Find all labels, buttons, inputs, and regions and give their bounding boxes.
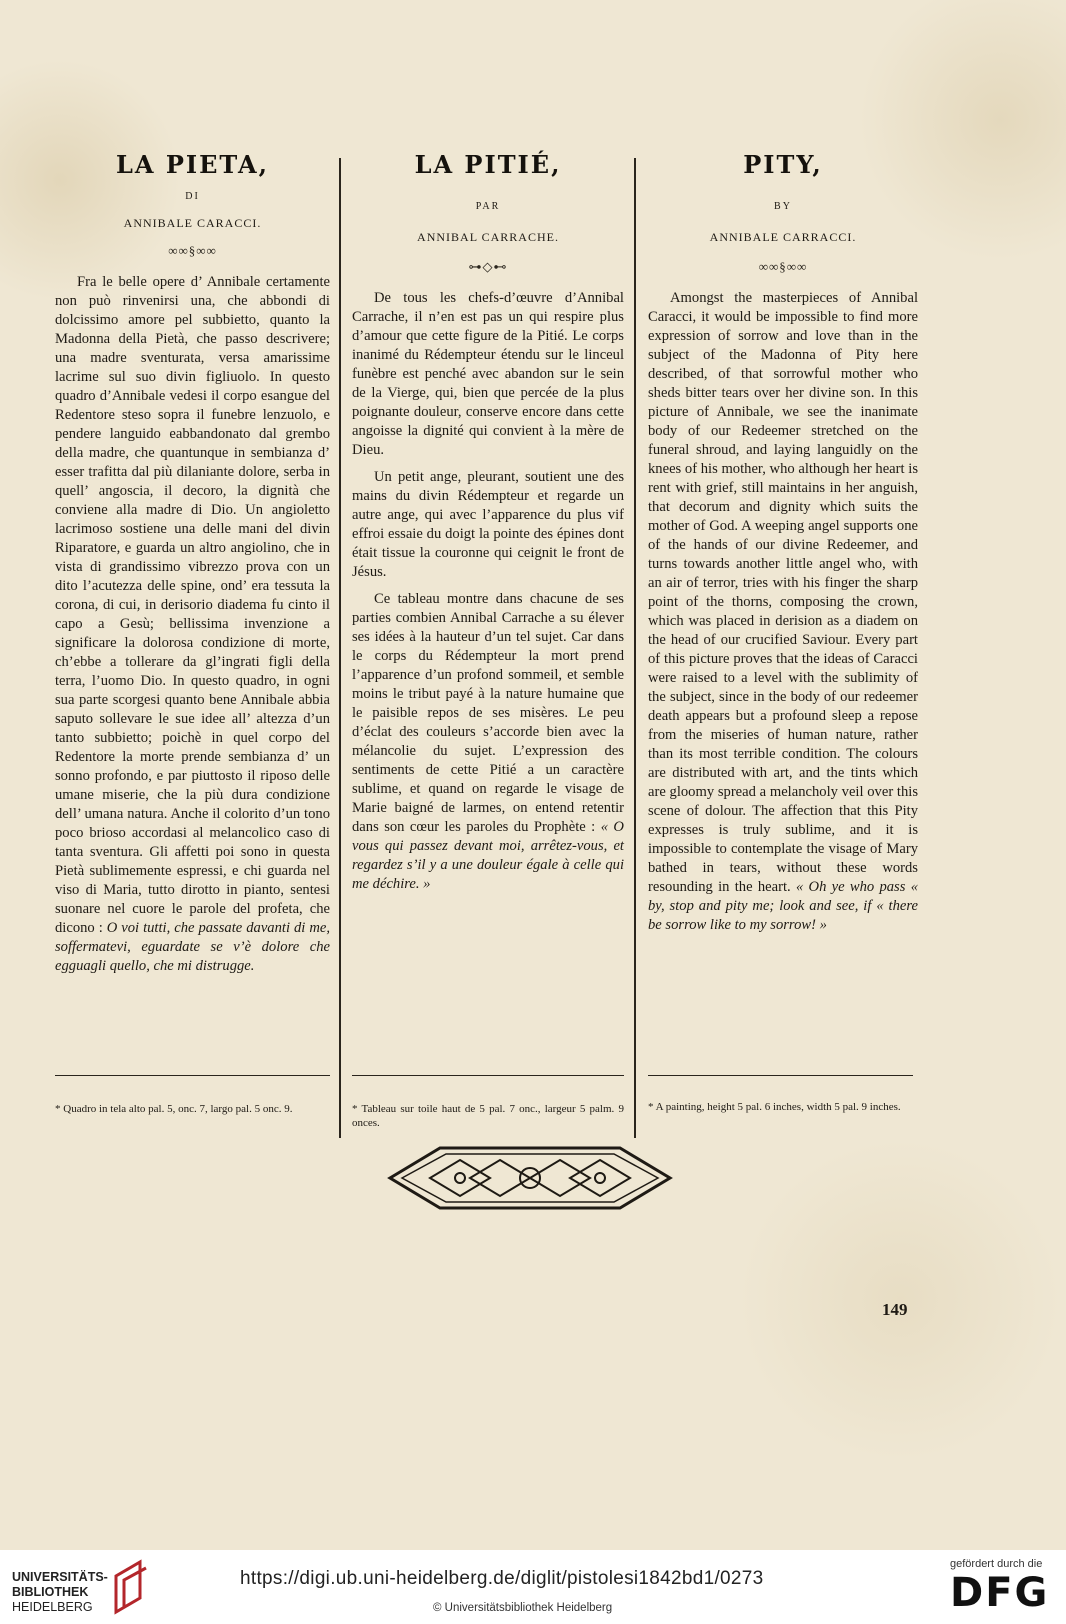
- column-preposition: BY: [774, 201, 792, 212]
- paragraph: De tous les chefs-d’œuvre d’Annibal Carrache, il n’en est pas un qui respire plus d’amour que cette figure de la Pitié. Le corps inanimé du Rédempteur étendu sur le linceul funèbre est penché avec abandon sur le sein de la Vierge, qui, bien que percée de la plus poignante douleur, conserve encore dans cette angoisse la dignité qui convient à la mère de Dieu.: [352, 290, 624, 458]
- prophet-quote: « O vous qui passez devant moi, arrêtez-vous, et regardez s’il y a une douleur égale à celle qui me déchire. »: [352, 819, 624, 892]
- paragraph: Fra le belle opere d’ Annibale certamente non può rinvenirsi una, che abbondi di dolcissimo amore pel subbietto, quanto la Madonna della Pietà, che passo descrivere; una madre sventurata, versa amarissime lacrime sul suo divin figliuolo. In questo quadro d’Annibale vedesi il corpo esangue del Redentore steso sopra il funebre lenzuolo, e pendere languido eabbandonato dal grembo della madre, che quantunque in sembianza d’ esser trafitta dal più dilaniante dolore, serba in quell’ angoscia, il decoro, la dignità che conviene alla madre di Dio. Un angioletto lacrimoso sostiene una delle mani del divin Riparatore, e guarda un altro angiolino, che in vista di grandissimo vibrezzo prova con un dito l’acutezza delle spine, ond’ era tessuta la corona, di cui, in derisorio diadema fu cinto il capo a Gesù; bellissima invenzione a significare la dolorosa condizione di morte, ch’ebbe a tollerare da gl’ingrati figli della terra, l’uomo Dio. In questo quadro, in ogni sua parte scorgesi quanto bene Annibale abbia saputo sollevare le sue idee all’ altezza d’un tanto subbietto; poichè in quel corpo del Redentore la morte prende sembianza d’ un sonno profondo, e par piuttosto il riposo delle umane miserie, che la più dura condizione dell’ umana natura. Anche il colorito d’un tono poco brioso accordasi al melancolico caso di tanta sventura. Gli affetti poi sono in questa Pietà sublimemente espressi, e chi guarda nel viso di Maria, tutto dirotto in pianto, sentesi suonare nel cuore le parole del profeta, che dicono : O voi tutti, che passate davanti di me, soffermatevi, eguardate se v’è dolore che egguagli quello, che mi distrugge.: [55, 274, 330, 974]
- ornament-divider: ∞∞§∞∞: [168, 243, 217, 258]
- column-title: LA PIETA,: [116, 150, 269, 179]
- copyright-notice: © Universitätsbibliothek Heidelberg: [433, 1602, 613, 1614]
- column-body: [352, 289, 624, 894]
- footnote-rule: [352, 1075, 624, 1076]
- column-divider: [634, 158, 636, 1138]
- prophet-quote: O voi tutti, che passate davanti di me, soffermatevi, eguardate se v’è dolore che egguagli quello, che mi distrugge.: [55, 920, 330, 974]
- paragraph: Un petit ange, pleurant, soutient une des mains du divin Rédempteur et regarde un autre ange, qui avec l’apparence du plus vif effroi essaie du doigt la pointe des épines dont était tissue la couronne qui ceignit le front de Jésus.: [352, 469, 624, 580]
- footnote-rule: [55, 1075, 330, 1076]
- column-author: ANNIBALE CARRACCI.: [709, 230, 857, 244]
- footnote: * Quadro in tela alto pal. 5, onc. 7, largo pal. 5 onc. 9.: [55, 1103, 293, 1115]
- column-title: PITY,: [743, 150, 823, 179]
- funder-logo: DFG: [950, 1570, 1050, 1616]
- permalink-url[interactable]: https://digi.ub.uni-heidelberg.de/diglit/pistolesi1842bd1/0273: [240, 1568, 764, 1589]
- institution-name: [12, 1570, 108, 1615]
- footnote: * A painting, height 5 pal. 6 inches, width 5 pal. 9 inches.: [648, 1101, 901, 1113]
- column-title: LA PITIÉ,: [414, 150, 562, 179]
- footer-bar: [0, 1550, 1066, 1624]
- footnote-rule: [648, 1075, 913, 1076]
- column-italian: [55, 150, 330, 984]
- paragraph: Amongst the masterpieces of Annibal Caracci, it would be impossible to find more expression of sorrow and love than in the subject of the Madonna of Pity here described, of that sorrowful mother who sheds bitter tears over her divine son. In this picture of Annibale, we see the inanimate body of our Redeemer stretched on the funeral shroud, and laying languidly on the knees of his mother, who although her heart is rent with grief, still maintains in her anguish, that decorum and dignity which suits the mother of God. A weeping angel supports one of the hands of our divine Redeemer, and turns towards another little angel who, with an air of terror, tries with his finger the sharp point of the thorns, composing the crown, which was placed in derision as a diadem on the head of our crucified Saviour. Every part of this picture proves that the ideas of Caracci were raised to a level with the sublimity of the subject, since in the body of our redeemer death appears but a profound sleep a repose from the miseries of human nature, rather than its most terrible condition. The colours are distributed with art, and the tints which are gloomy spread a melancholy veil over this scene of dolour. The affection that this Pity expresses is truly sublime, and it is impossible to contemplate the visage of Mary bathed in tears, without these words resounding in the heart. « Oh ye who pass « by, stop and pity me; look and see, if « there be sorrow like to my sorrow! »: [648, 290, 918, 933]
- column-author: ANNIBAL CARRACHE.: [417, 230, 559, 244]
- institution-line: BIBLIOTHEK: [12, 1585, 89, 1599]
- column-body: [55, 273, 330, 976]
- decorative-ornament: [380, 1140, 680, 1216]
- column-divider: [339, 158, 341, 1138]
- funder-label: gefördert durch die: [950, 1558, 1043, 1570]
- footnote: * Tableau sur toile haut de 5 pal. 7 onc., largeur 5 palm. 9 onces.: [352, 1103, 624, 1129]
- column-english: [648, 150, 918, 943]
- column-french: [352, 150, 624, 902]
- university-logo-icon: [110, 1558, 150, 1616]
- column-body: [648, 289, 918, 935]
- ornament-divider: ∞∞§∞∞: [758, 259, 808, 274]
- page-number: 149: [882, 1300, 908, 1319]
- paragraph: Ce tableau montre dans chacune de ses parties combien Annibal Carrache a su élever ses idées à la hauteur d’un tel sujet. Car dans le corps du Rédempteur la mort prend l’apparence d’un profond sommeil, et semble moins le tribut payé à la nature humaine que le paisible repos de ses misères. Le peu d’éclat des couleurs s’accorde bien avec la mélancolie du sujet. L’expression des sentiments de cette Pitié a un caractère sublime, et quand on regarde le visage de Marie baigné de larmes, on entend retentir dans son cœur les paroles du Prophète : « O vous qui passez devant moi, arrêtez-vous, et regardez s’il y a une douleur égale à celle qui me déchire. »: [352, 591, 624, 892]
- column-preposition: PAR: [475, 201, 501, 212]
- column-preposition: DI: [185, 191, 200, 202]
- ornament-divider: ⊶◇⊷: [468, 259, 508, 274]
- prophet-quote: « Oh ye who pass « by, stop and pity me; look and see, if « there be sorrow like to my sorrow! »: [648, 879, 918, 933]
- institution-line: UNIVERSITÄTS-: [12, 1570, 108, 1584]
- column-author: ANNIBALE CARACCI.: [123, 216, 262, 230]
- institution-line: HEIDELBERG: [12, 1600, 93, 1614]
